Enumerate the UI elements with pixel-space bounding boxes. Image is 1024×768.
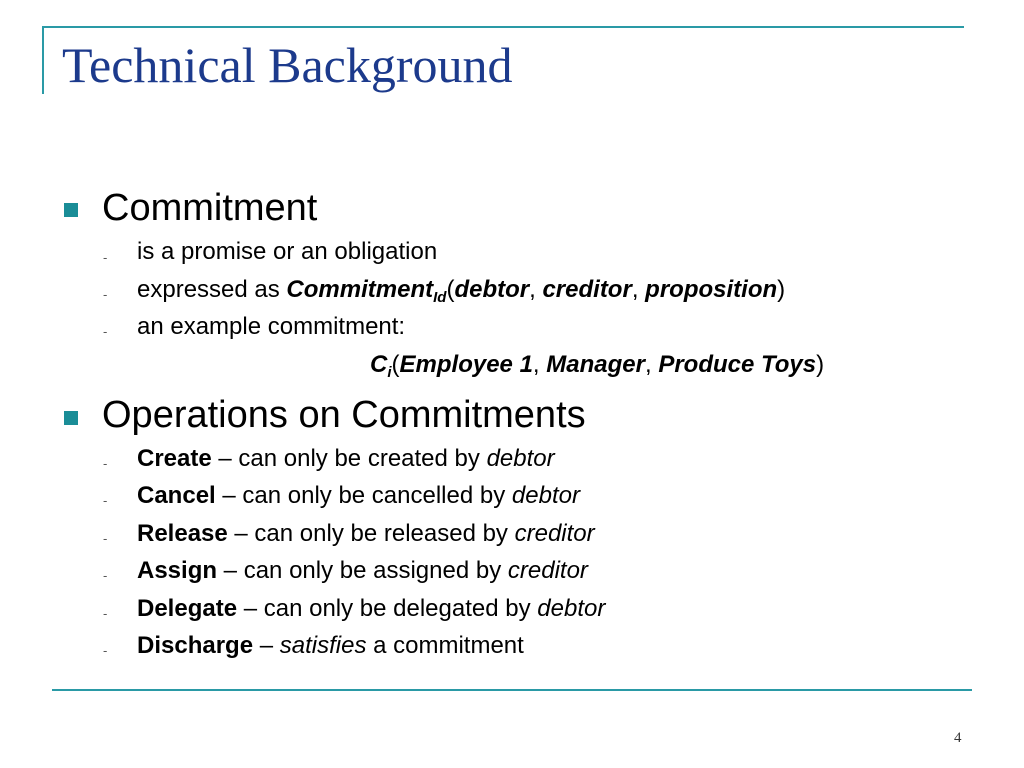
operation-create	[137, 447, 555, 471]
operation-role: debtor	[511, 482, 580, 509]
arg-debtor: debtor	[454, 276, 530, 303]
operation-name: Delegate	[137, 595, 238, 622]
operation-description: – can only be delegated by	[237, 595, 538, 622]
dash-bullet-icon: -	[103, 287, 108, 302]
commitment-definition: is a promise or an obligation	[137, 238, 438, 265]
commitment-name: Commitment	[286, 276, 434, 303]
commitment-subscript: Id	[433, 289, 447, 306]
operation-role: creditor	[514, 520, 595, 547]
operation-emphasis: satisfies	[279, 632, 367, 659]
arg-proposition: proposition	[645, 276, 778, 303]
operation-description: – can only be created by	[211, 445, 487, 472]
operation-release	[137, 522, 595, 546]
example-name: C	[370, 351, 388, 378]
heading-operations: Operations on Commitments	[102, 394, 586, 436]
operation-role: creditor	[507, 557, 588, 584]
top-horizontal-rule	[42, 26, 964, 28]
comma: ,	[644, 351, 659, 378]
close-paren: )	[777, 276, 786, 303]
comma: ,	[631, 276, 646, 303]
commitment-expression	[137, 276, 786, 306]
operation-description: – can only be released by	[227, 520, 515, 547]
operation-name: Cancel	[137, 482, 216, 509]
dash-bullet-icon: -	[103, 606, 108, 621]
operation-name: Release	[137, 520, 228, 547]
slide-title: Technical Background	[62, 37, 513, 93]
operation-rest: a commitment	[366, 632, 524, 659]
commitment-example	[370, 351, 825, 381]
dash-bullet-icon: -	[103, 493, 108, 508]
operation-name: Create	[137, 445, 212, 472]
example-arg-creditor: Manager	[546, 351, 645, 378]
square-bullet-icon	[64, 203, 78, 217]
left-vertical-rule	[42, 26, 44, 94]
commitment-example-label: an example commitment:	[137, 313, 406, 340]
example-arg-proposition: Produce Toys	[658, 351, 817, 378]
expression-prefix: expressed as	[137, 276, 287, 303]
operation-role: debtor	[537, 595, 606, 622]
example-arg-debtor: Employee 1	[399, 351, 533, 378]
page-number: 4	[954, 730, 962, 746]
operation-delegate	[137, 597, 605, 621]
square-bullet-icon	[64, 411, 78, 425]
dash-bullet-icon: -	[103, 456, 108, 471]
operation-description: – can only be assigned by	[217, 557, 508, 584]
dash-bullet-icon: -	[103, 250, 108, 265]
open-paren: (	[446, 276, 455, 303]
operation-name: Discharge	[137, 632, 254, 659]
example-subscript: i	[387, 364, 392, 381]
operation-description: – can only be cancelled by	[215, 482, 512, 509]
operation-assign	[137, 559, 588, 583]
bottom-horizontal-rule	[52, 689, 972, 691]
heading-commitment: Commitment	[102, 187, 318, 229]
dash-bullet-icon: -	[103, 324, 108, 339]
arg-creditor: creditor	[542, 276, 632, 303]
operation-role: debtor	[486, 445, 555, 472]
operation-name: Assign	[137, 557, 218, 584]
dash-bullet-icon: -	[103, 643, 108, 658]
close-paren: )	[816, 351, 825, 378]
dash-bullet-icon: -	[103, 531, 108, 546]
comma: ,	[529, 276, 543, 303]
open-paren: (	[391, 351, 400, 378]
operation-description: –	[253, 632, 280, 659]
comma: ,	[532, 351, 547, 378]
operation-cancel	[137, 484, 580, 508]
operation-discharge	[137, 634, 524, 658]
dash-bullet-icon: -	[103, 568, 108, 583]
